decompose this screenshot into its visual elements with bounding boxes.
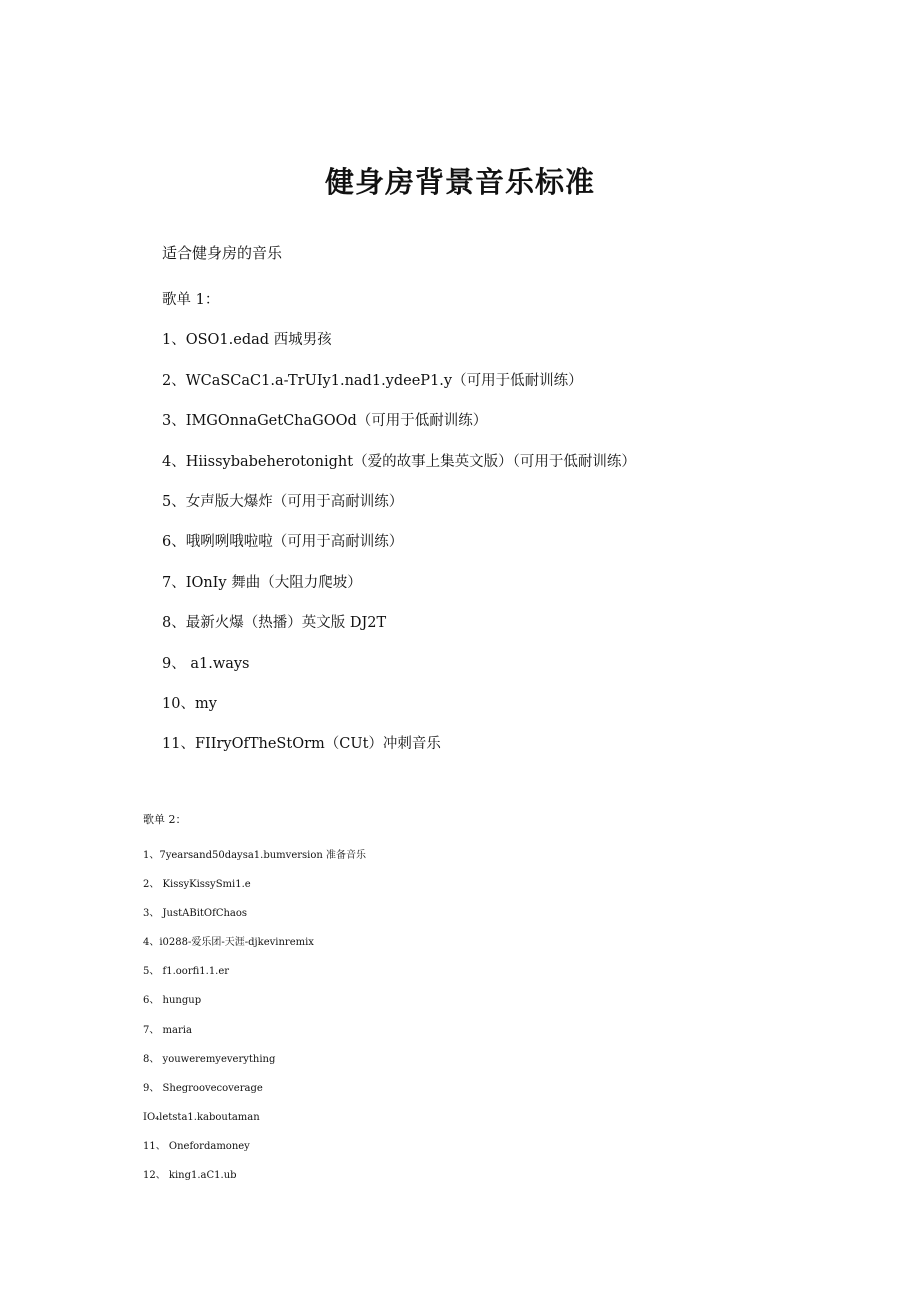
playlist-1-item: 5、女声版大爆炸（可用于高耐训练） [162,493,404,510]
playlist-2-heading: 歌单 2： [143,813,187,826]
playlist-1-item: 10、my [162,695,217,712]
playlist-1-item: 9、 a1.ways [162,655,250,672]
playlist-1-item: 1、OSO1.edad 西城男孩 [162,332,332,349]
intro-text: 适合健身房的音乐 [162,244,283,262]
playlist-2-item: 3、 JustABitOfChaos [143,908,248,920]
playlist-2-item: 9、 Shegroovecoverage [143,1082,263,1094]
playlist-2 [143,841,366,1190]
playlist-1-item: 11、FIIryOfTheStOrm（CUt）冲刺音乐 [162,736,441,753]
playlist-1-item: 4、Hiissybabeherotonight（爱的故事上集英文版）（可用于低耐训练） [162,453,636,470]
playlist-1-item: 2、WCaSCaC1.a-TrUIy1.nad1.ydeeP1.y（可用于低耐训练） [162,372,583,389]
playlist-2-item: 12、 king1.aC1.ub [143,1170,237,1182]
playlist-2-item: 5、 f1.oorfi1.1.er [143,966,230,978]
page-title: 健身房背景音乐标准 [324,165,595,199]
playlist-2-item: 11、 Onefordamoney [143,1140,250,1152]
playlist-1-heading: 歌单 1： [162,292,220,308]
playlist-2-item: 1、7yearsand50daysa1.bumversion 准备音乐 [143,850,366,861]
playlist-2-item: 7、 maria [143,1024,192,1036]
playlist-2-item: 6、 hungup [143,995,202,1007]
playlist-1-item: 8、最新火爆（热播）英文版 DJ2T [162,615,387,632]
playlist-2-item: 4、i0288-爱乐团-天涯-djkevinremix [143,937,314,949]
playlist-2-item: IO₄letsta1.kaboutaman [143,1111,260,1123]
playlist-2-item: 8、 youweremyeverything [143,1053,276,1065]
playlist-2-item: 2、 KissyKissySmi1.e [143,879,251,891]
playlist-1-item: 7、IOnIy 舞曲（大阻力爬坡） [162,574,362,591]
playlist-1-item: 3、IMGOnnaGetChaGOOd（可用于低耐训练） [162,413,488,430]
playlist-1-item: 6、哦咧咧哦啦啦（可用于高耐训练） [162,534,404,551]
playlist-1 [162,280,636,765]
